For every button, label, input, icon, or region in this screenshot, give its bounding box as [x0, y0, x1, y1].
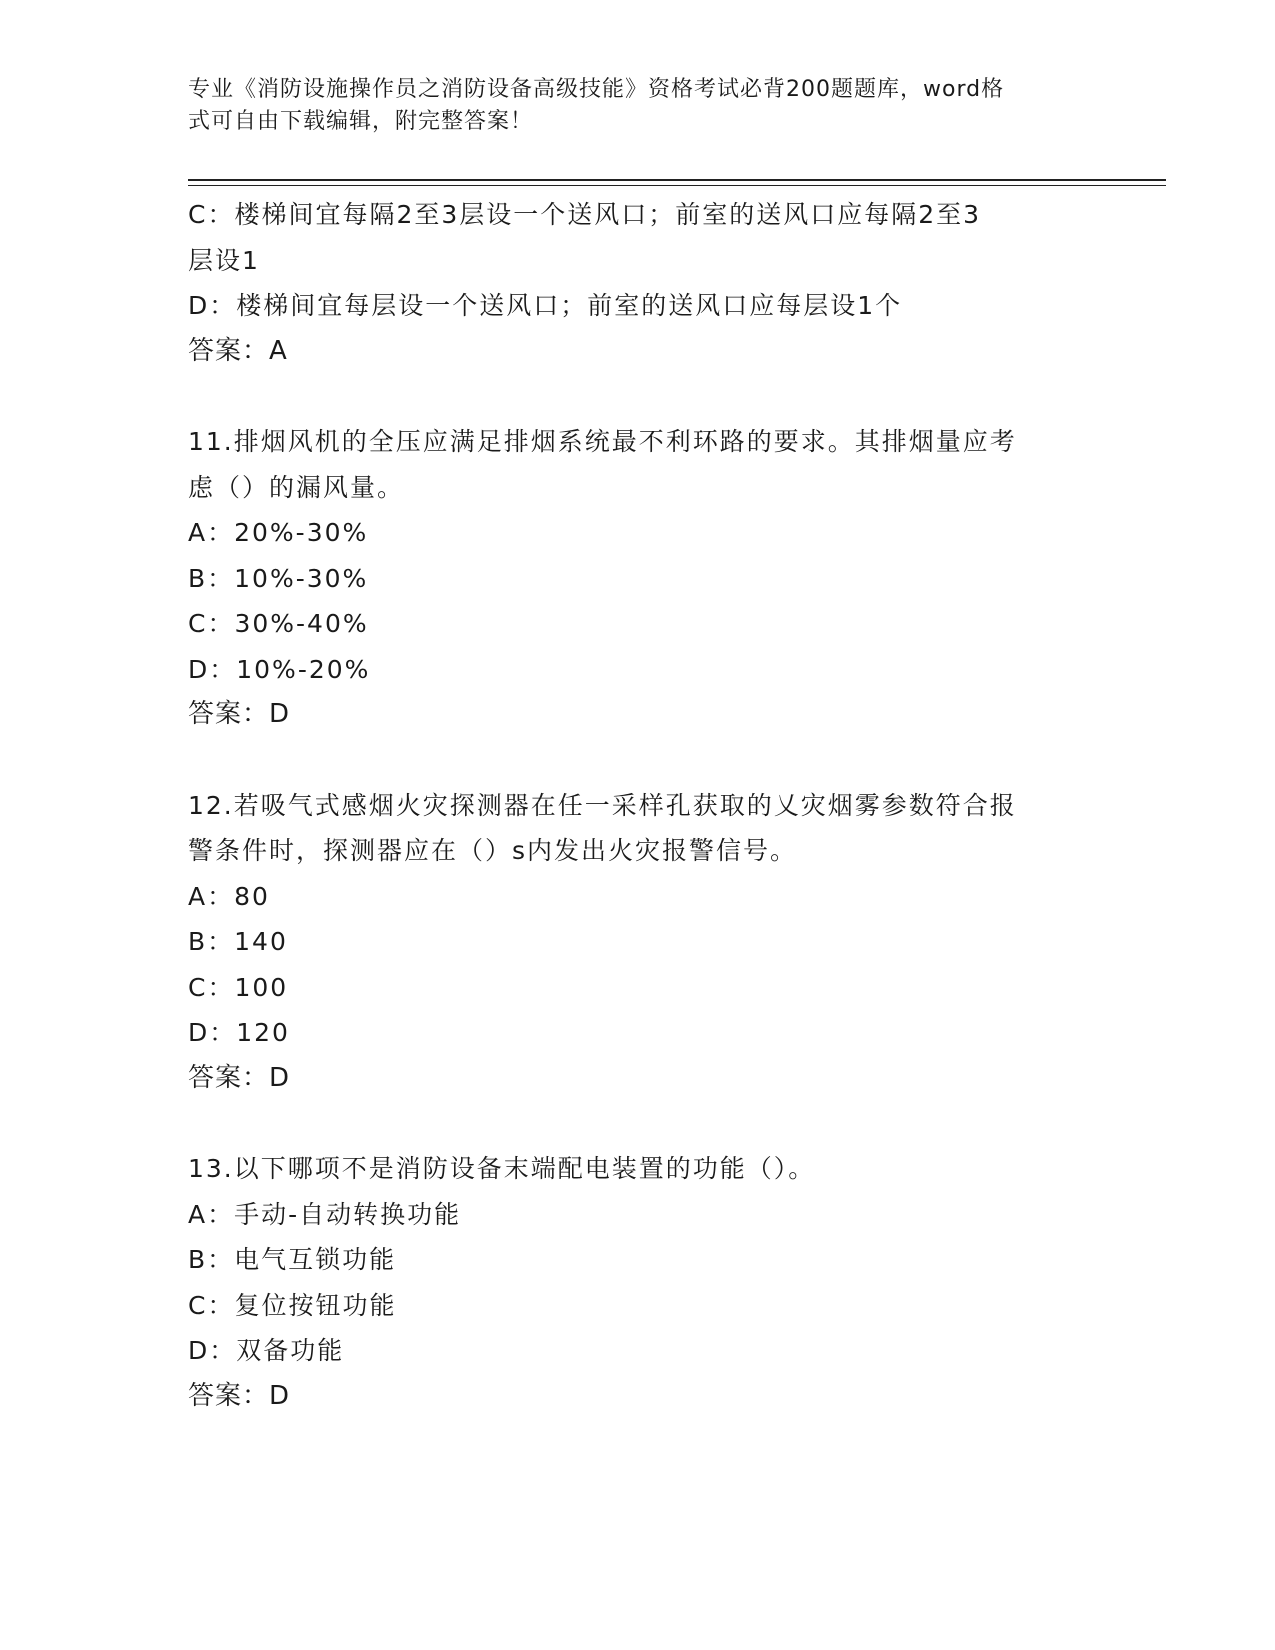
header-divider-thick: [188, 179, 1166, 181]
header-line-1: 专业《消防设施操作员之消防设备高级技能》资格考试必背200题题库，word格: [188, 77, 1005, 102]
answer: 答案：D: [188, 1380, 291, 1411]
option-a: A：20%-30%: [188, 518, 369, 547]
option-d: D：120: [188, 1018, 290, 1047]
option-b: B：140: [188, 927, 288, 956]
option-a: A：手动-自动转换功能: [188, 1199, 462, 1229]
option-d: D：10%-20%: [188, 654, 371, 684]
option-c-line-1: C：楼梯间宜每隔2至3层设一个送风口；前室的送风口应每隔2至3: [188, 200, 982, 229]
answer: 答案：D: [188, 1062, 291, 1093]
spacer: [188, 738, 1088, 783]
option-c: C：复位按钮功能: [188, 1290, 397, 1320]
document-header: [188, 74, 1068, 138]
option-d: D：楼梯间宜每层设一个送风口；前室的送风口应每层设1个: [188, 291, 903, 320]
question-stem-line-1: 13.以下哪项不是消防设备末端配电装置的功能（）。: [188, 1154, 816, 1183]
question-stem-line-2: 警条件时，探测器应在（）s内发出火灾报警信号。: [188, 836, 798, 865]
option-a: A：80: [188, 881, 270, 911]
header-line-2: 式可自由下载编辑，附完整答案！: [188, 109, 534, 134]
question-stem-line-1: 12.若吸气式感烟火灾探测器在任一采样孔获取的乂灾烟雾参数符合报: [188, 790, 1017, 820]
option-b: B：10%-30%: [188, 563, 369, 593]
answer: 答案：A: [188, 335, 288, 366]
spacer: [188, 1101, 1088, 1146]
answer: 答案：D: [188, 699, 291, 729]
previous-question-tail: [188, 192, 1088, 374]
option-c: C：100: [188, 972, 289, 1002]
spacer: [188, 374, 1088, 419]
question-11: [188, 419, 1088, 738]
question-stem-line-2: 虑（）的漏风量。: [188, 472, 405, 502]
option-d: D：双备功能: [188, 1336, 345, 1365]
option-b: B：电气互锁功能: [188, 1245, 397, 1274]
question-stem-line-1: 11.排烟风机的全压应满足排烟系统最不利环路的要求。其排烟量应考: [188, 427, 1017, 456]
question-content: [188, 192, 1088, 1419]
question-13: [188, 1146, 1088, 1419]
option-c: C：30%-40%: [188, 609, 369, 638]
header-divider-thin: [188, 185, 1166, 186]
option-c-line-2: 层设1: [188, 245, 260, 275]
question-12: [188, 783, 1088, 1102]
